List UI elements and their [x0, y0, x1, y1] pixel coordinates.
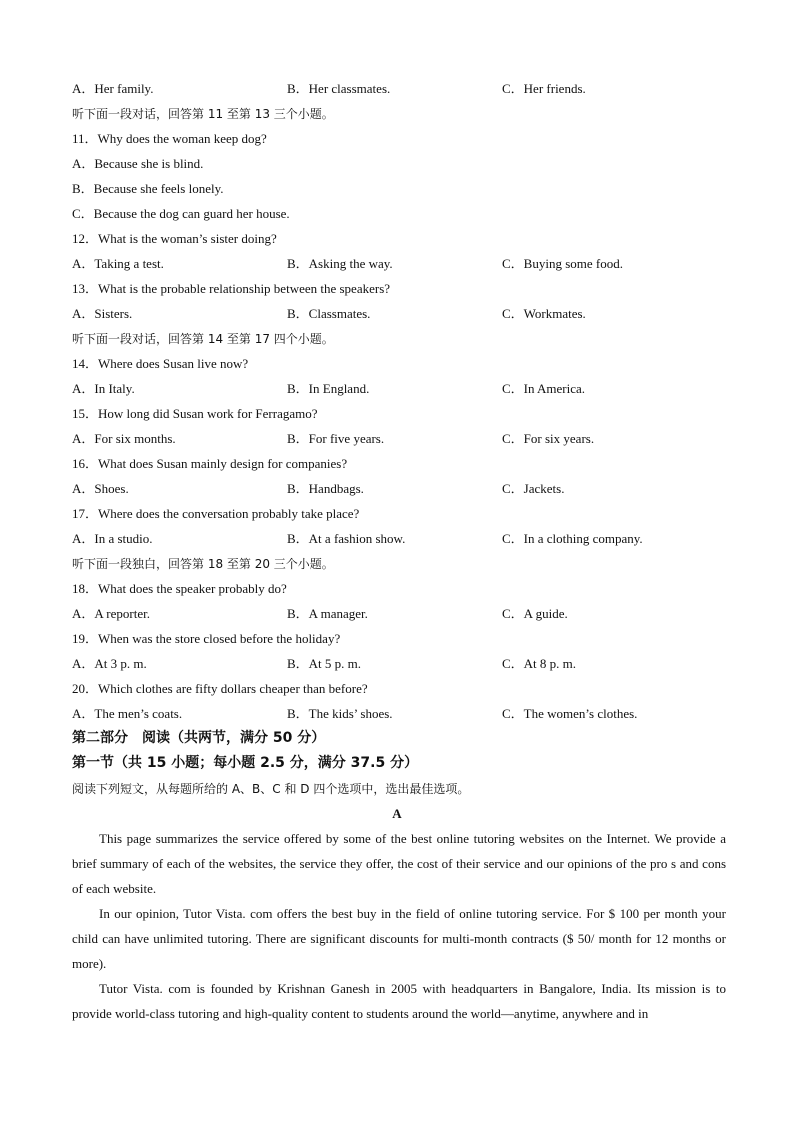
q17-option-a: A．In a studio. — [72, 531, 153, 546]
q17-option-c: C．In a clothing company. — [502, 531, 643, 546]
q11-option-a: A．Because she is blind. — [72, 156, 204, 171]
q18-option-c: C．A guide. — [502, 606, 568, 621]
q13-option-a: A．Sisters. — [72, 306, 133, 321]
q16-option-a: A．Shoes. — [72, 481, 129, 496]
q20-option-c: C．The women’s clothes. — [502, 706, 638, 721]
q11-option-c: C．Because the dog can guard her house. — [72, 206, 290, 221]
q16-question: 16．What does Susan mainly design for companies? — [72, 456, 348, 471]
passage-paragraph-2: In our opinion, Tutor Vista. com offers the best buy in the field of online tutoring service. For $ 100 per month your child can have unlimited tutoring. There are significant discounts for multi-month contracts ($ 50/ month for 12 months or more). — [72, 906, 726, 971]
q10-option-b: B．Her classmates. — [287, 81, 391, 96]
q16-option-b: B．Handbags. — [287, 481, 364, 496]
reading-instructions: 阅读下列短文，从每题所给的 A、B、C 和 D 四个选项中，选出最佳选项。 — [72, 782, 470, 796]
q13-option-b: B．Classmates. — [287, 306, 371, 321]
passage-paragraph-3: Tutor Vista. com is founded by Krishnan Ganesh in 2005 with headquarters in Bangalore, India. Its mission is to provide world-class tutoring and high-quality content to students around the world—anytime, anywhere and in — [72, 981, 726, 1021]
directions-11-13: 听下面一段对话，回答第 11 至第 13 三个小题。 — [72, 107, 334, 121]
q20-option-a: A．The men’s coats. — [72, 706, 183, 721]
q19-question: 19．When was the store closed before the holiday? — [72, 631, 341, 646]
directions-14-17: 听下面一段对话，回答第 14 至第 17 四个小题。 — [72, 332, 334, 346]
q12-option-a: A．Taking a test. — [72, 256, 164, 271]
q11-option-b: B．Because she feels lonely. — [72, 181, 224, 196]
passage-body — [72, 826, 726, 1026]
q15-question: 15．How long did Susan work for Ferragamo? — [72, 406, 318, 421]
passage-label: A — [392, 806, 402, 821]
q13-option-c: C．Workmates. — [502, 306, 586, 321]
directions-18-20: 听下面一段独白，回答第 18 至第 20 三个小题。 — [72, 557, 334, 571]
q14-option-b: B．In England. — [287, 381, 370, 396]
q19-option-a: A．At 3 p. m. — [72, 656, 147, 671]
q11-question: 11．Why does the woman keep dog? — [72, 131, 267, 146]
q20-option-b: B．The kids’ shoes. — [287, 706, 393, 721]
q18-option-a: A．A reporter. — [72, 606, 150, 621]
q19-option-c: C．At 8 p. m. — [502, 656, 577, 671]
q10-option-c: C．Her friends. — [502, 81, 586, 96]
passage-paragraph-1: This page summarizes the service offered by some of the best online tutoring websites on the Internet. We provide a brief summary of each of the websites, the service they offer, the cost of their service and our opinions of the pro s and cons of each website. — [72, 831, 726, 896]
q16-option-c: C．Jackets. — [502, 481, 565, 496]
q19-option-b: B．At 5 p. m. — [287, 656, 362, 671]
q15-option-b: B．For five years. — [287, 431, 385, 446]
q17-question: 17．Where does the conversation probably take place? — [72, 506, 360, 521]
q20-question: 20．Which clothes are fifty dollars cheaper than before? — [72, 681, 368, 696]
q12-question: 12．What is the woman’s sister doing? — [72, 231, 277, 246]
q12-option-b: B．Asking the way. — [287, 256, 393, 271]
q10-option-a: A．Her family. — [72, 81, 154, 96]
q12-option-c: C．Buying some food. — [502, 256, 623, 271]
q14-option-c: C．In America. — [502, 381, 586, 396]
q17-option-b: B．At a fashion show. — [287, 531, 406, 546]
q18-option-b: B．A manager. — [287, 606, 368, 621]
q15-option-a: A．For six months. — [72, 431, 176, 446]
q13-question: 13．What is the probable relationship between the speakers? — [72, 281, 391, 296]
q14-question: 14．Where does Susan live now? — [72, 356, 249, 371]
q15-option-c: C．For six years. — [502, 431, 595, 446]
q14-option-a: A．In Italy. — [72, 381, 135, 396]
part2-title: 第二部分 阅读（共两节，满分 50 分） — [72, 730, 326, 746]
section1-title: 第一节（共 15 小题；每小题 2.5 分，满分 37.5 分） — [72, 755, 419, 771]
q18-question: 18．What does the speaker probably do? — [72, 581, 287, 596]
